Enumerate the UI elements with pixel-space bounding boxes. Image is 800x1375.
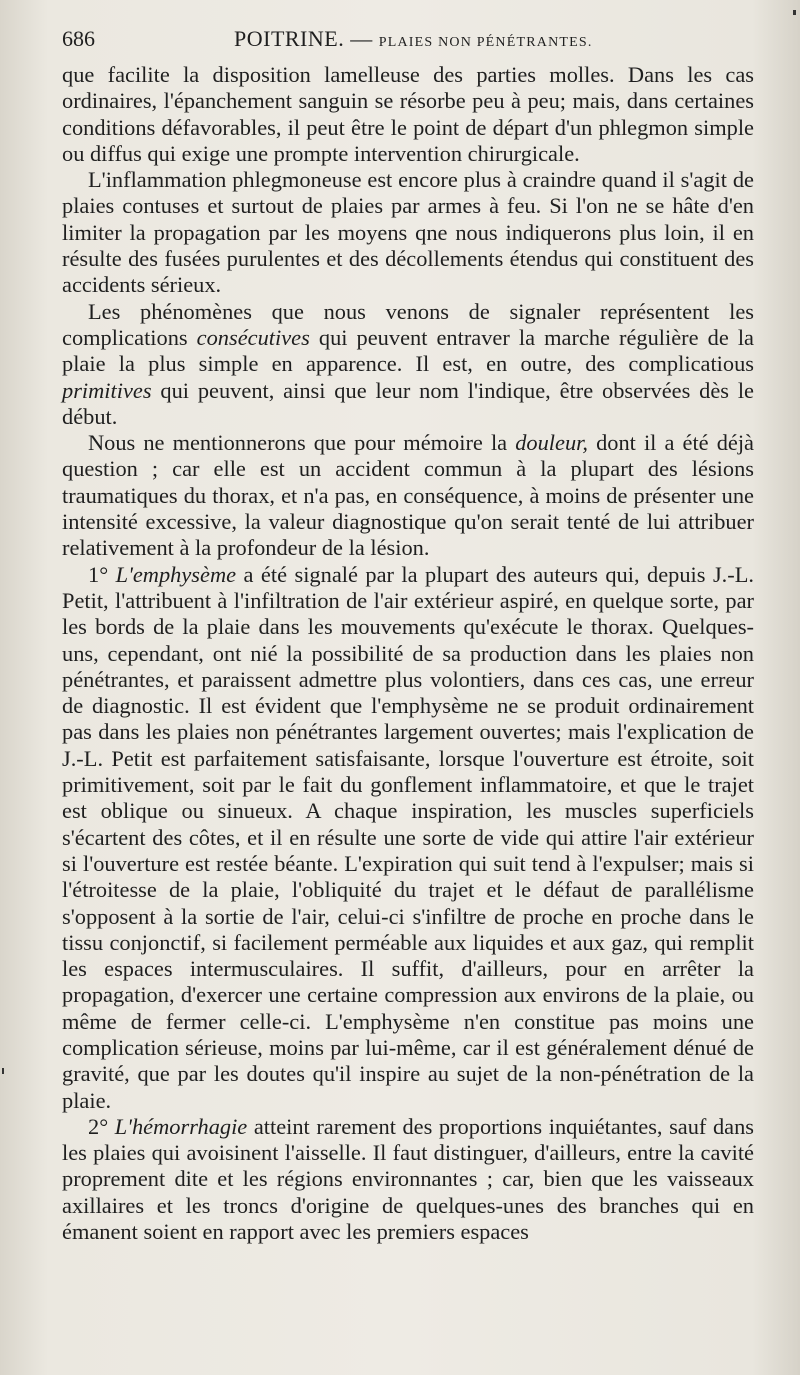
paragraph	[62, 430, 754, 561]
italic-term: douleur,	[515, 430, 588, 456]
text-run: Nous ne mentionnerons que pour mémoire la	[88, 430, 516, 456]
italic-term: consécutives	[196, 324, 310, 350]
scan-speck	[2, 1068, 4, 1074]
header-dash: —	[350, 26, 373, 51]
scan-speck	[793, 10, 796, 15]
running-title: POITRINE.	[234, 26, 345, 51]
running-head	[234, 26, 593, 52]
italic-term: L'emphysème	[115, 561, 237, 587]
text-run: dont il a été déjà question ; car elle est un accident commun à la plupart des lésions traumatiques du thorax, et n'a pas, en conséquence, à moins de présenter une intensité excessive, la valeur diagnostique qu'on serait tenté de lui attribuer relativement à la profondeur de la lésion.	[62, 430, 754, 561]
text-run: L'inflammation phlegmoneuse est encore plus à craindre quand il s'agit de plaies contuses et surtout de plaies par armes à feu. Si l'on ne se hâte d'en limiter la propagation par les moyens qne nous indiquerons plus loin, il en résulte des fusées purulentes et des décollements étendus qui constituent des accidents sérieux.	[62, 167, 754, 298]
paragraph	[62, 1114, 754, 1245]
page-number: 686	[62, 26, 95, 51]
text-run: qui peuvent entraver la marche régulière de la plaie la plus simple en apparence. Il est, en outre, des complicatious	[62, 324, 754, 377]
italic-term: primitives	[62, 377, 152, 403]
text-run: a été signalé par la plupart des auteurs qui, depuis J.-L. Petit, l'attribuent à l'infiltration de l'air extérieur aspiré, en quelque sorte, par les bords de la plaie dans les mouvements qu'exécute le thorax. Quelques-uns, cependant, ont nié la possibilité de sa production dans les plaies non pénétrantes, et paraissent admettre plus volontiers, dans ces cas, une erreur de diagnostic. Il est évident que l'emphysème ne se produit ordinairement pas dans les plaies non pénétrantes largement ouvertes; mais l'explication de J.-L. Petit est parfaitement satisfaisante, lorsque l'ouverture est étroite, soit primitivement, soit par le fait du gonflement inflammatoire, et que le trajet est oblique ou sinueux. A chaque inspiration, les muscles superficiels s'écartent des côtes, et il en résulte une sorte de vide qui attire l'air extérieur si l'ouverture est restée béante. L'expiration qui suit tend à l'expulser; mais si l'étroitesse de la plaie, l'obliquité du trajet et le défaut de parallélisme s'opposent à la sortie de l'air, celui-ci s'infiltre de proche en proche dans le tissu conjonctif, si facilement perméable aux liquides et aux gaz, qui remplit les espaces intermusculaires. Il suffit, d'ailleurs, pour en arrêter la propagation, d'exercer une certaine compression aux environs de la plaie, ou même de fermer celle-ci. L'emphysème n'en constitue pas moins une complication sérieuse, moins par lui-même, car il est généralement dénué de gravité, que par les doutes qu'il inspire au sujet de la non-pénétration de la plaie.	[62, 561, 755, 1113]
text-run: que facilite la disposition lamelleuse des parties molles. Dans les cas ordinaires, l'épanchement sanguin se résorbe peu à peu; mais, dans certaines conditions défavorables, il peut être le point de départ d'un phlegmon simple ou diffus qui exige une prompte intervention chirurgicale.	[62, 62, 754, 166]
text-run: qui peuvent, ainsi que leur nom l'indique, être observées dès le début.	[62, 377, 754, 429]
paragraph	[62, 62, 754, 167]
text-run: atteint rarement des proportions inquiétantes, sauf dans les plaies qui avoisinent l'aisselle. Il faut distinguer, d'ailleurs, entre la cavité proprement dite et les régions environnantes ; car, bien que les vaisseaux axillaires et les troncs d'origine de quelques-unes des branches qui en émanent soient en rapport avec les premiers espaces	[62, 1113, 755, 1245]
paragraph	[62, 299, 754, 430]
italic-term: L'hémorrhagie	[114, 1113, 248, 1139]
paragraph	[62, 167, 754, 298]
text-run: 2°	[88, 1113, 115, 1139]
text-run: Les phénomènes que nous venons de signaler représentent les complications	[62, 298, 754, 350]
page-header	[62, 22, 752, 56]
running-subtitle: PLAIES NON PÉNÉTRANTES.	[378, 35, 593, 50]
paragraph	[62, 562, 754, 1114]
text-run: 1°	[88, 561, 116, 587]
body-text	[62, 62, 754, 1245]
